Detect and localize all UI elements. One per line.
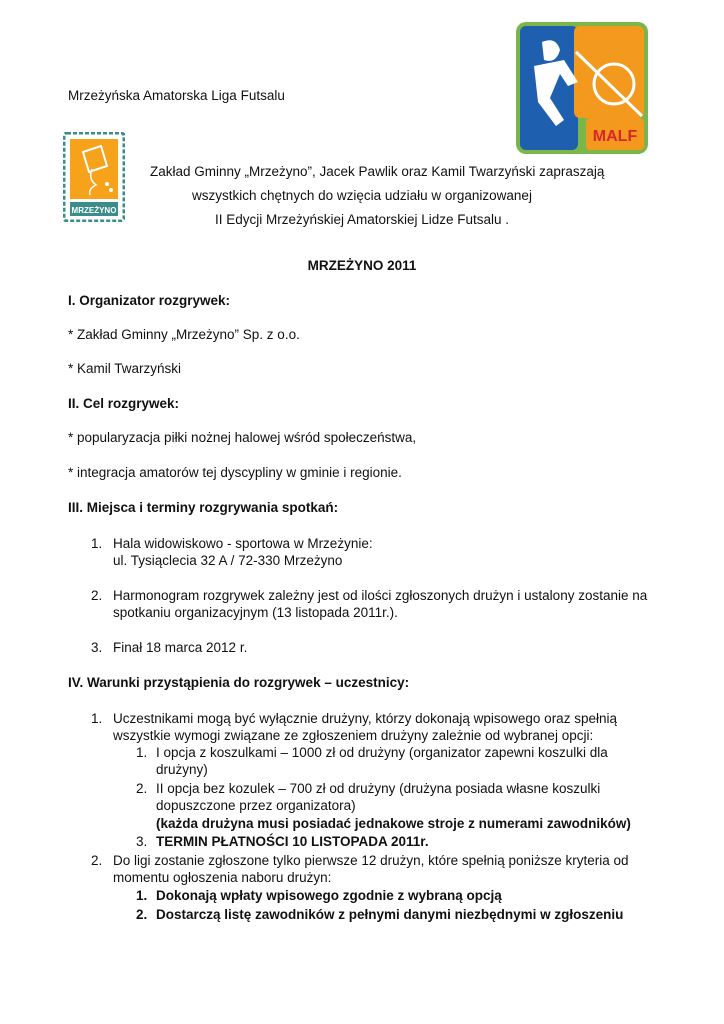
criterion-line: Dostarczą listę zawodników z pełnymi danymi niezbędnymi w zgłoszeniu: [156, 907, 624, 922]
condition-line: Uczestnikami mogą być wyłącznie drużyny, którzy dokonają wpisowego oraz spełnią: [113, 711, 617, 726]
document-title: MRZEŻYNO 2011: [307, 258, 417, 273]
list-number: 1.: [91, 536, 103, 551]
venue-line: Hala widowiskowo - sportowa w Mrzeżynie:: [113, 536, 373, 551]
condition-line: momentu ogłoszenia naboru drużyn:: [113, 870, 332, 885]
league-name: Mrzeżyńska Amatorska Liga Futsalu: [68, 88, 285, 103]
criterion-line: Dokonają wpłaty wpisowego zgodnie z wybraną opcją: [156, 888, 502, 903]
option-line: dopuszczone przez organizatora): [156, 798, 356, 813]
list-number: 1.: [91, 711, 103, 726]
mrzezyno-stamp-logo: [63, 132, 125, 222]
intro-line-2: wszystkich chętnych do wzięcia udziału w organizowanej: [192, 188, 532, 203]
section-2-heading: II. Cel rozgrywek:: [68, 396, 180, 411]
sub-list-number: 2.: [136, 907, 148, 922]
sub-list-number: 2.: [136, 781, 148, 796]
goal-item: * integracja amatorów tej dyscypliny w gminie i regionie.: [68, 465, 402, 480]
sub-list-number: 1.: [136, 888, 148, 903]
list-number: 3.: [91, 640, 103, 655]
section-1-heading: I. Organizator rozgrywek:: [68, 293, 231, 308]
stamp-logo-text: MRZEŻYNO: [71, 206, 117, 215]
section-4-heading: IV. Warunki przystąpienia do rozgrywek – uczestnicy:: [68, 675, 410, 690]
option-line: I opcja z koszulkami – 1000 zł od drużyny (organizator zapewni koszulki dla: [156, 745, 608, 760]
goal-item: * popularyzacja piłki nożnej halowej wśród społeczeństwa,: [68, 430, 417, 445]
schedule-line: spotkaniu organizacyjnym (13 listopada 2011r.).: [113, 605, 398, 620]
payment-deadline: TERMIN PŁATNOŚCI 10 LISTOPADA 2011r.: [156, 834, 429, 849]
condition-line: wszystkie wymogi związane ze zgłoszeniem drużyny zależnie od wybranej opcji:: [113, 728, 594, 743]
list-number: 2.: [91, 588, 103, 603]
option-line: drużyny): [156, 762, 208, 777]
sub-list-number: 3.: [136, 834, 148, 849]
malf-logo-text: MALF: [592, 128, 638, 145]
venue-address: ul. Tysiąclecia 32 A / 72-330 Mrzeżyno: [113, 553, 343, 568]
uniform-requirement: (każda drużyna musi posiadać jednakowe stroje z numerami zawodników): [156, 816, 631, 831]
condition-line: Do ligi zostanie zgłoszone tylko pierwsze 12 drużyn, które spełnią poniższe kryteria od: [113, 853, 629, 868]
malf-league-logo: [516, 22, 648, 154]
sub-list-number: 1.: [136, 745, 148, 760]
final-date-line: Finał 18 marca 2012 r.: [113, 640, 248, 655]
schedule-line: Harmonogram rozgrywek zależny jest od ilości zgłoszonych drużyn i ustalony zostanie na: [113, 588, 648, 603]
section-3-heading: III. Miejsca i terminy rozgrywania spotkań:: [68, 500, 339, 515]
intro-line-3: II Edycji Mrzeżyńskiej Amatorskiej Lidze Futsalu .: [214, 212, 510, 227]
option-line: II opcja bez kozulek – 700 zł od drużyny (drużyna posiada własne koszulki: [156, 781, 601, 796]
list-number: 2.: [91, 853, 103, 868]
intro-line-1: Zakład Gminny „Mrzeżyno”, Jacek Pawlik oraz Kamil Twarzyński zapraszają: [150, 164, 605, 179]
organizer-item: * Zakład Gminny „Mrzeżyno” Sp. z o.o.: [68, 327, 300, 342]
organizer-item: * Kamil Twarzyński: [68, 361, 182, 376]
